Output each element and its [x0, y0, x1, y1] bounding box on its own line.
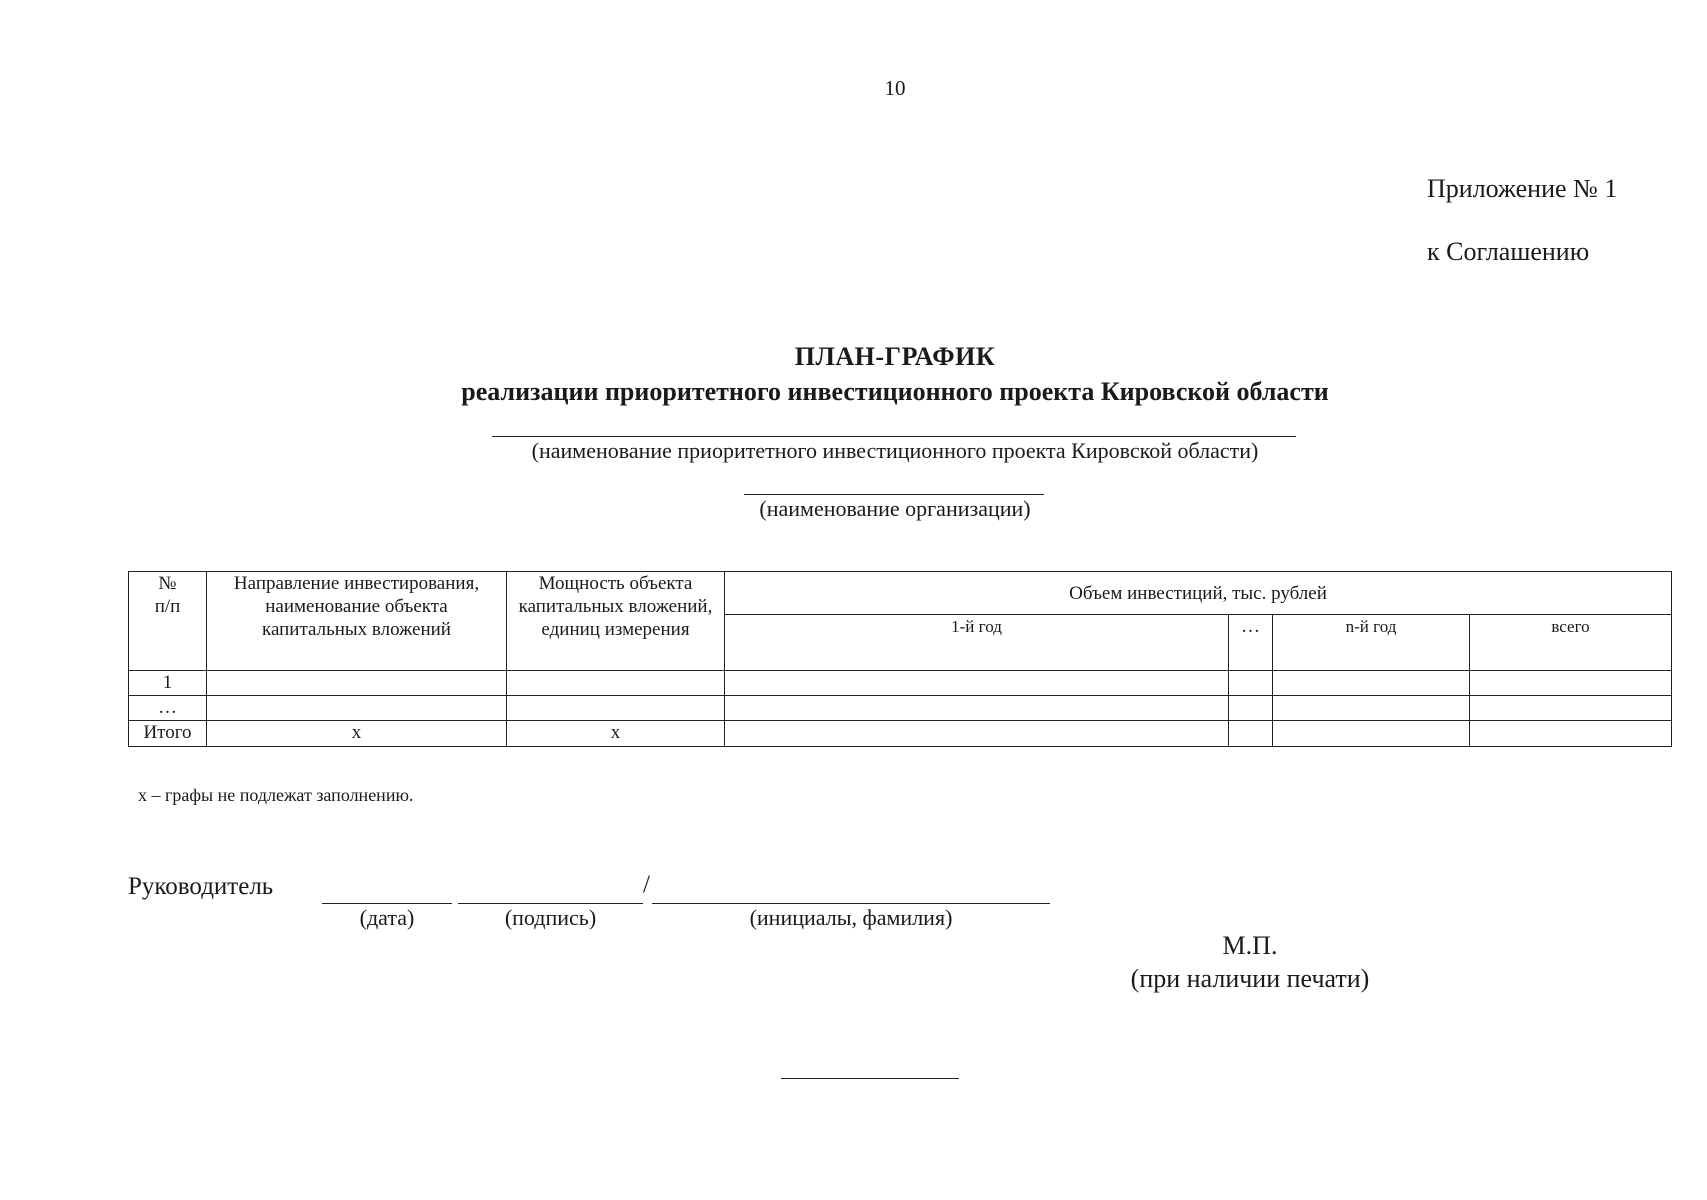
slash-separator: /	[643, 871, 650, 898]
table-header-row	[129, 572, 1672, 615]
seal-label: М.П.	[1222, 931, 1278, 960]
page-number: 10	[884, 76, 906, 100]
project-name-caption: (наименование приоритетного инвестиционного проекта Кировской области)	[531, 438, 1259, 463]
header-number-symbol: №	[158, 573, 177, 594]
head-label: Руководитель	[128, 873, 274, 900]
row-capacity: х	[507, 721, 725, 747]
header-total: всего	[1470, 615, 1672, 671]
organization-name-line	[744, 494, 1044, 495]
appendix-subtitle: к Соглашению	[1427, 237, 1590, 266]
header-number-abbr: п/п	[154, 596, 181, 617]
bottom-divider	[781, 1078, 959, 1079]
date-line	[322, 903, 452, 904]
header-year-n: n-й год	[1273, 615, 1470, 671]
row-direction	[207, 671, 507, 696]
row-total	[1470, 721, 1672, 747]
row-total	[1470, 671, 1672, 696]
row-ellipsis	[1229, 696, 1273, 721]
header-number	[129, 572, 207, 671]
signature-line	[458, 903, 643, 904]
signature-caption: (подпись)	[504, 905, 597, 930]
row-capacity	[507, 696, 725, 721]
name-caption: (инициалы, фамилия)	[749, 905, 953, 930]
row-year-n	[1273, 696, 1470, 721]
row-year-1	[725, 671, 1229, 696]
table-row	[129, 696, 1672, 721]
row-number: Итого	[129, 721, 207, 747]
appendix-title: Приложение № 1	[1427, 174, 1618, 203]
seal-note: (при наличии печати)	[1130, 964, 1370, 993]
header-investment: Объем инвестиций, тыс. рублей	[725, 572, 1672, 615]
document-subtitle: реализации приоритетного инвестиционного проекта Кировской области	[461, 377, 1329, 406]
name-line	[652, 903, 1050, 904]
investment-schedule-table	[128, 571, 1672, 747]
row-year-n	[1273, 721, 1470, 747]
row-number: 1	[129, 671, 207, 696]
row-number: …	[129, 696, 207, 721]
row-year-n	[1273, 671, 1470, 696]
row-ellipsis	[1229, 721, 1273, 747]
row-ellipsis	[1229, 671, 1273, 696]
row-year-1	[725, 696, 1229, 721]
date-caption: (дата)	[359, 905, 415, 930]
document-title: ПЛАН-ГРАФИК	[794, 342, 996, 371]
project-name-line	[492, 436, 1296, 437]
row-capacity	[507, 671, 725, 696]
row-direction	[207, 696, 507, 721]
row-year-1	[725, 721, 1229, 747]
header-capacity: Мощность объекта капитальных вложений, единиц измерения	[507, 572, 725, 671]
row-total	[1470, 696, 1672, 721]
table-row	[129, 671, 1672, 696]
header-ellipsis: …	[1229, 615, 1273, 671]
footnote: х – графы не подлежат заполнению.	[138, 785, 414, 805]
row-direction: х	[207, 721, 507, 747]
header-year-1: 1-й год	[725, 615, 1229, 671]
organization-name-caption: (наименование организации)	[759, 496, 1031, 521]
header-direction: Направление инвестирования, наименование объекта капитальных вложений	[207, 572, 507, 671]
table-total-row	[129, 721, 1672, 747]
